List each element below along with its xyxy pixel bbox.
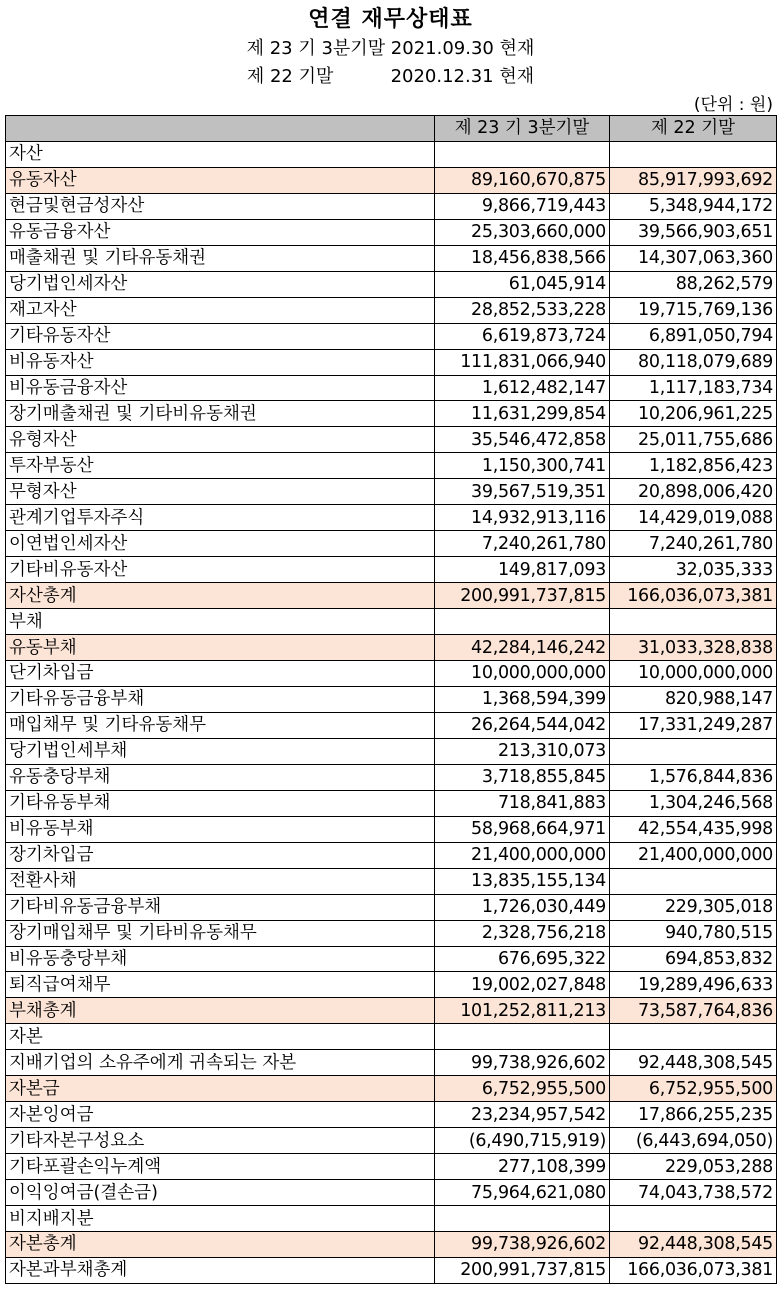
row-label: 비지배지분 [6,1206,435,1232]
value-prior [610,1024,777,1050]
row-label: 기타자본구성요소 [6,1128,435,1154]
row-label: 자본총계 [6,1231,435,1257]
row-label: 유동부채 [6,635,435,661]
value-prior: 74,043,738,572 [610,1180,777,1206]
value-prior: 1,304,246,568 [610,790,777,816]
table-row [6,661,777,687]
value-current: 6,752,955,500 [435,1076,610,1102]
row-label: 투자부동산 [6,453,435,479]
table-row [6,998,777,1024]
value-prior: 1,182,856,423 [610,453,777,479]
table-row [6,972,777,998]
value-current [435,1024,610,1050]
value-prior: 42,554,435,998 [610,816,777,842]
value-prior: 39,566,903,651 [610,219,777,245]
value-current: 10,000,000,000 [435,661,610,687]
value-prior: 17,331,249,287 [610,712,777,738]
value-current: 9,866,719,443 [435,193,610,219]
table-row [6,920,777,946]
value-prior: 6,752,955,500 [610,1076,777,1102]
value-prior: 19,289,496,633 [610,972,777,998]
table-row [6,635,777,661]
row-label: 유동금융자산 [6,219,435,245]
row-label: 재고자산 [6,297,435,323]
value-current: 61,045,914 [435,271,610,297]
value-current: 1,150,300,741 [435,453,610,479]
table-row [6,167,777,193]
table-row [6,1050,777,1076]
value-prior: 14,307,063,360 [610,245,777,271]
table-row [6,816,777,842]
value-prior: 17,866,255,235 [610,1102,777,1128]
value-prior: 21,400,000,000 [610,842,777,868]
table-row [6,946,777,972]
value-current: 39,567,519,351 [435,479,610,505]
value-current: 99,738,926,602 [435,1050,610,1076]
row-label: 기타비유동자산 [6,557,435,583]
value-prior: 166,036,073,381 [610,583,777,609]
value-current: 42,284,146,242 [435,635,610,661]
row-label: 기타비유동금융부채 [6,894,435,920]
value-current: 14,932,913,116 [435,505,610,531]
value-prior: 92,448,308,545 [610,1050,777,1076]
value-current: 99,738,926,602 [435,1231,610,1257]
value-current: 277,108,399 [435,1154,610,1180]
table-row [6,1128,777,1154]
value-current: 13,835,155,134 [435,868,610,894]
value-prior: 694,853,832 [610,946,777,972]
table-row [6,141,777,167]
table-row [6,245,777,271]
value-current: 58,968,664,971 [435,816,610,842]
value-prior: 1,576,844,836 [610,764,777,790]
value-current: 101,252,811,213 [435,998,610,1024]
row-label: 이연법인세자산 [6,531,435,557]
value-current: 21,400,000,000 [435,842,610,868]
table-row [6,557,777,583]
value-prior: 32,035,333 [610,557,777,583]
row-label: 현금및현금성자산 [6,193,435,219]
table-header-row [6,116,777,142]
value-prior: 6,891,050,794 [610,323,777,349]
row-label: 매출채권 및 기타유동채권 [6,245,435,271]
table-row [6,401,777,427]
row-label: 단기차입금 [6,661,435,687]
table-body [6,141,777,1283]
value-current: 28,852,533,228 [435,297,610,323]
table-row [6,609,777,635]
row-label: 무형자산 [6,479,435,505]
table-row [6,1206,777,1232]
value-current: 1,612,482,147 [435,375,610,401]
period-prior-line: 제 22 기말 2020.12.31 현재 [246,66,535,87]
table-row [6,790,777,816]
row-label: 부채 [6,609,435,635]
row-label: 전환사채 [6,868,435,894]
column-header-current: 제 23 기 3분기말 [435,116,610,142]
value-current: 6,619,873,724 [435,323,610,349]
value-prior: 7,240,261,780 [610,531,777,557]
row-label: 자본과부채총계 [6,1257,435,1283]
table-row [6,297,777,323]
value-prior: 80,118,079,689 [610,349,777,375]
row-label: 비유동충당부채 [6,946,435,972]
value-prior: 73,587,764,836 [610,998,777,1024]
value-current: 7,240,261,780 [435,531,610,557]
table-row [6,583,777,609]
value-prior: 166,036,073,381 [610,1257,777,1283]
table-row [6,1024,777,1050]
value-current: 23,234,957,542 [435,1102,610,1128]
row-label: 지배기업의 소유주에게 귀속되는 자본 [6,1050,435,1076]
value-prior: 5,348,944,172 [610,193,777,219]
row-label: 매입채무 및 기타유동채무 [6,712,435,738]
value-prior [610,868,777,894]
value-current: 213,310,073 [435,738,610,764]
value-current: 75,964,621,080 [435,1180,610,1206]
value-prior: 92,448,308,545 [610,1231,777,1257]
table-row [6,453,777,479]
row-label: 부채총계 [6,998,435,1024]
value-current: 200,991,737,815 [435,583,610,609]
value-prior: 820,988,147 [610,686,777,712]
row-label: 장기매입채무 및 기타비유동채무 [6,920,435,946]
value-current: 19,002,027,848 [435,972,610,998]
table-row [6,868,777,894]
table-row [6,1076,777,1102]
value-prior [610,141,777,167]
table-row [6,738,777,764]
column-header-prior: 제 22 기말 [610,116,777,142]
table-row [6,842,777,868]
value-prior [610,609,777,635]
value-current: 111,831,066,940 [435,349,610,375]
row-label: 장기매출채권 및 기타비유동채권 [6,401,435,427]
row-label: 자본잉여금 [6,1102,435,1128]
value-prior: 85,917,993,692 [610,167,777,193]
table-row [6,1231,777,1257]
table-row [6,323,777,349]
table-row [6,1102,777,1128]
value-prior: 14,429,019,088 [610,505,777,531]
value-current: 35,546,472,858 [435,427,610,453]
row-label: 당기법인세자산 [6,271,435,297]
value-current: 1,726,030,449 [435,894,610,920]
table-row [6,271,777,297]
table-row [6,427,777,453]
row-label: 자산 [6,141,435,167]
table-row [6,479,777,505]
row-label: 장기차입금 [6,842,435,868]
row-label: 기타유동금융부채 [6,686,435,712]
row-label: 자본 [6,1024,435,1050]
value-prior [610,1206,777,1232]
table-row [6,193,777,219]
row-label: 퇴직급여채무 [6,972,435,998]
table-row [6,531,777,557]
value-current: 676,695,322 [435,946,610,972]
table-row [6,349,777,375]
statement-title: 연결 재무상태표 [308,7,473,32]
value-prior: 25,011,755,686 [610,427,777,453]
table-row [6,686,777,712]
row-label: 기타유동자산 [6,323,435,349]
value-current: 1,368,594,399 [435,686,610,712]
row-label: 유동자산 [6,167,435,193]
value-current: 3,718,855,845 [435,764,610,790]
balance-sheet-table [5,115,777,1284]
value-current [435,1206,610,1232]
column-header-label [6,116,435,142]
row-label: 비유동금융자산 [6,375,435,401]
value-prior: 229,053,288 [610,1154,777,1180]
value-prior: 88,262,579 [610,271,777,297]
table-row [6,1154,777,1180]
value-prior [610,738,777,764]
value-prior: (6,443,694,050) [610,1128,777,1154]
value-current [435,141,610,167]
value-prior: 31,033,328,838 [610,635,777,661]
value-current: 149,817,093 [435,557,610,583]
row-label: 자본금 [6,1076,435,1102]
row-label: 당기법인세부채 [6,738,435,764]
row-label: 비유동자산 [6,349,435,375]
table-row [6,712,777,738]
value-current [435,609,610,635]
row-label: 유형자산 [6,427,435,453]
period-current-line: 제 23 기 3분기말 2021.09.30 현재 [246,38,535,59]
row-label: 기타유동부채 [6,790,435,816]
value-prior: 940,780,515 [610,920,777,946]
value-prior: 20,898,006,420 [610,479,777,505]
table-row [6,505,777,531]
table-row [6,764,777,790]
table-row [6,375,777,401]
table-row [6,1180,777,1206]
value-current: 718,841,883 [435,790,610,816]
value-current: 18,456,838,566 [435,245,610,271]
row-label: 관계기업투자주식 [6,505,435,531]
table-row [6,1257,777,1283]
row-label: 비유동부채 [6,816,435,842]
value-current: 2,328,756,218 [435,920,610,946]
value-current: 200,991,737,815 [435,1257,610,1283]
row-label: 유동충당부채 [6,764,435,790]
row-label: 자산총계 [6,583,435,609]
value-prior: 10,206,961,225 [610,401,777,427]
table-row [6,219,777,245]
value-current: 11,631,299,854 [435,401,610,427]
value-prior: 1,117,183,734 [610,375,777,401]
value-prior: 19,715,769,136 [610,297,777,323]
unit-label: (단위 : 원) [693,95,773,115]
table-row [6,894,777,920]
row-label: 기타포괄손익누계액 [6,1154,435,1180]
value-prior: 10,000,000,000 [610,661,777,687]
value-current: (6,490,715,919) [435,1128,610,1154]
row-label: 이익잉여금(결손금) [6,1180,435,1206]
value-prior: 229,305,018 [610,894,777,920]
value-current: 25,303,660,000 [435,219,610,245]
value-current: 89,160,670,875 [435,167,610,193]
value-current: 26,264,544,042 [435,712,610,738]
